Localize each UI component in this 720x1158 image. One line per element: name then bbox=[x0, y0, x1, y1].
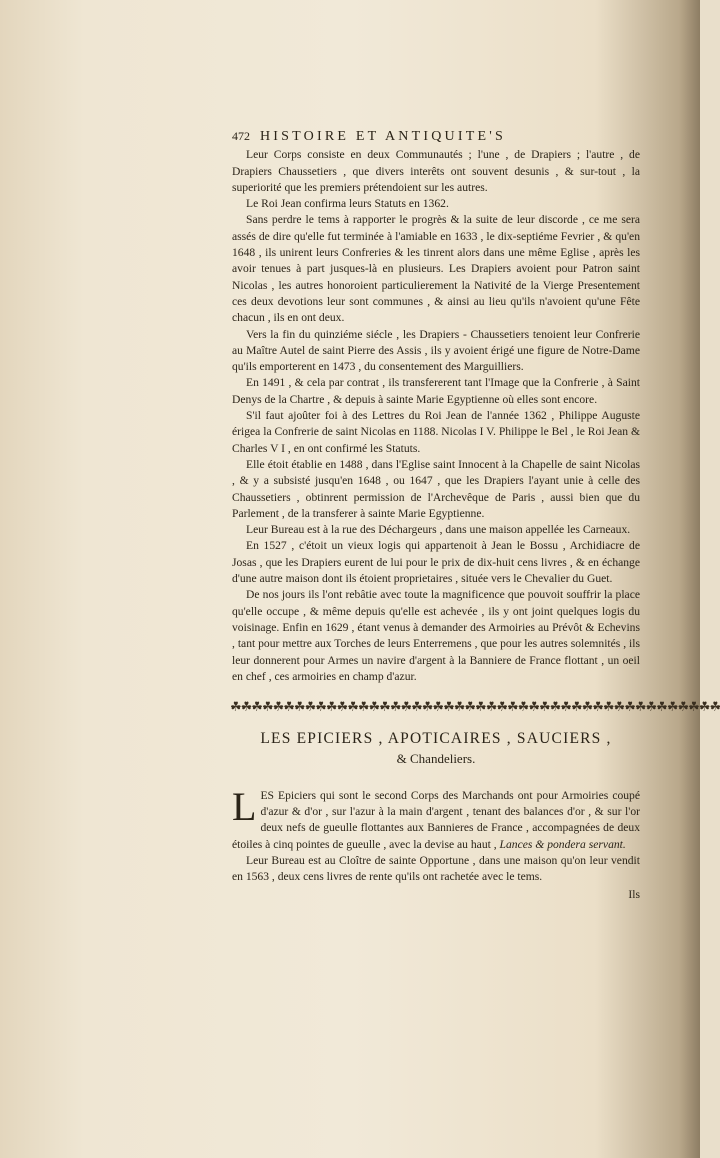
paragraph: Leur Corps consiste en deux Communautés ; l'une , de Drapiers ; l'autre , de Drapiers Chaussetiers , que divers interêts ont souvent desunis , & sur-tout , la superiorité que les premiers prétendoient sur les autres. bbox=[232, 148, 640, 194]
motto: Lances & pondera servant. bbox=[499, 837, 626, 851]
paragraph: Leur Bureau est à la rue des Déchargeurs , dans une maison appellée les Carneaux. bbox=[246, 523, 631, 537]
paragraph: Le Roi Jean confirma leurs Statuts en 1362. bbox=[246, 197, 449, 211]
paragraph: Leur Bureau est au Cloître de sainte Opportune , dans une maison qu'on leur vendit en 1563 , deux cens livres de rente qu'ils ont rachetée avec le tems. bbox=[232, 853, 640, 884]
header-title: HISTOIRE ET ANTIQUITE'S bbox=[260, 129, 506, 144]
paragraph: Vers la fin du quinziéme siécle , les Drapiers - Chaussetiers tenoient leur Confrerie au Maître Autel de saint Pierre des Assis , ils y avoient érigé une figure de Notre-Dame qu'ils emporterent en 1473 , du consentement des Marguilliers. bbox=[232, 327, 640, 374]
paragraph: Sans perdre le tems à rapporter le progrès & la suite de leur discorde , ce me sera assés de dire qu'elle fut terminée à l'amiable en 1633 , le dix-septiéme Fevrier , & qu'en 1648 , ils unirent leurs Confreries & les tinrent alors dans une même Eglise , après les avoir tenues à part jusques-là en plusieurs. Les Drapiers avoient pour Patron saint Nicolas , les autres honoroient particulierement la Nativité de la Vierge Presentement ces deux devotions leur sont communes , & ainsi au lieu qu'ils n'avoient qu'une Fête chacun , ils en ont deux. bbox=[232, 213, 640, 325]
paragraph: S'il faut ajoûter foi à des Lettres du Roi Jean de l'année 1362 , Philippe Auguste érigea la Confrerie de saint Nicolas en 1188. Nicolas I V. Philippe le Bel , le Roi Jean & Charles V I , en ont confirmé les Statuts. bbox=[232, 409, 640, 455]
first-paragraph-text: ES Epiciers qui sont le second Corps des Marchands ont pour Armoiries coupé d'azur & d'or , sur l'azur à la main d'argent , tenant des balances d'or , & sur l'or deux nefs de gueulle flottantes aux Bannieres de France , accompagnées de deux étoiles à cinq pointes de gueulle , avec la devise au haut , bbox=[232, 788, 640, 851]
section-title: LES EPICIERS , APOTICAIRES , SAUCIERS , bbox=[260, 730, 612, 748]
paragraph: En 1527 , c'étoit un vieux logis qui appartenoit à Jean le Bossu , Archidiacre de Josas , que les Drapiers eurent de lui pour le prix de dix-huit cens livres , & en échange d'une autre maison dont ils étoient proprietaires , située vers le Chevalier du Guet. bbox=[232, 539, 640, 586]
page-number: 472 bbox=[232, 129, 250, 143]
section-subtitle: & Chandeliers. bbox=[396, 751, 476, 767]
paragraph: De nos jours ils l'ont rebâtie avec toute la magnificence que pouvoit souffrir la place qu'elle occupe , & même depuis qu'elle est achevée , ils y ont joint quelques logis du voisinage. Enfin en 1629 , étant venus à demander des Armoiries au Prévôt & Echevins , tant pour mettre aux Torches de leurs Enterremens , que pour les autres solemnités , ils leur donnerent pour Armes un navire d'argent à la Banniere de France flottant , un oeil en chef , ces armoiries en champ d'azur. bbox=[232, 588, 640, 683]
drop-cap: L bbox=[232, 783, 257, 829]
ornament-divider: ☘☘☘☘☘☘☘☘☘☘☘☘☘☘☘☘☘☘☘☘☘☘☘☘☘☘☘☘☘☘☘☘☘☘☘☘☘☘☘☘☘☘☘☘☘☘ bbox=[230, 699, 720, 715]
running-head bbox=[232, 128, 640, 145]
first-paragraph bbox=[232, 783, 640, 853]
text-block bbox=[230, 128, 720, 904]
catchword: Ils bbox=[628, 888, 640, 902]
paragraph: En 1491 , & cela par contrat , ils transfererent tant l'Image que la Confrerie , à Saint Denys de la Chartre , & depuis à sainte Marie Egyptienne où elles sont encore. bbox=[232, 376, 640, 406]
paragraph: Elle étoit établie en 1488 , dans l'Eglise saint Innocent à la Chapelle de saint Nicolas , & y a subsisté jusqu'en 1648 , ou 1647 , que les Drapiers l'ayant unie à celle des Chaussetiers , obtinrent permission de l'Archevêque de Paris , aussi bien que du Parlement , de la transferer à sainte Marie Egyptienne. bbox=[232, 457, 640, 520]
